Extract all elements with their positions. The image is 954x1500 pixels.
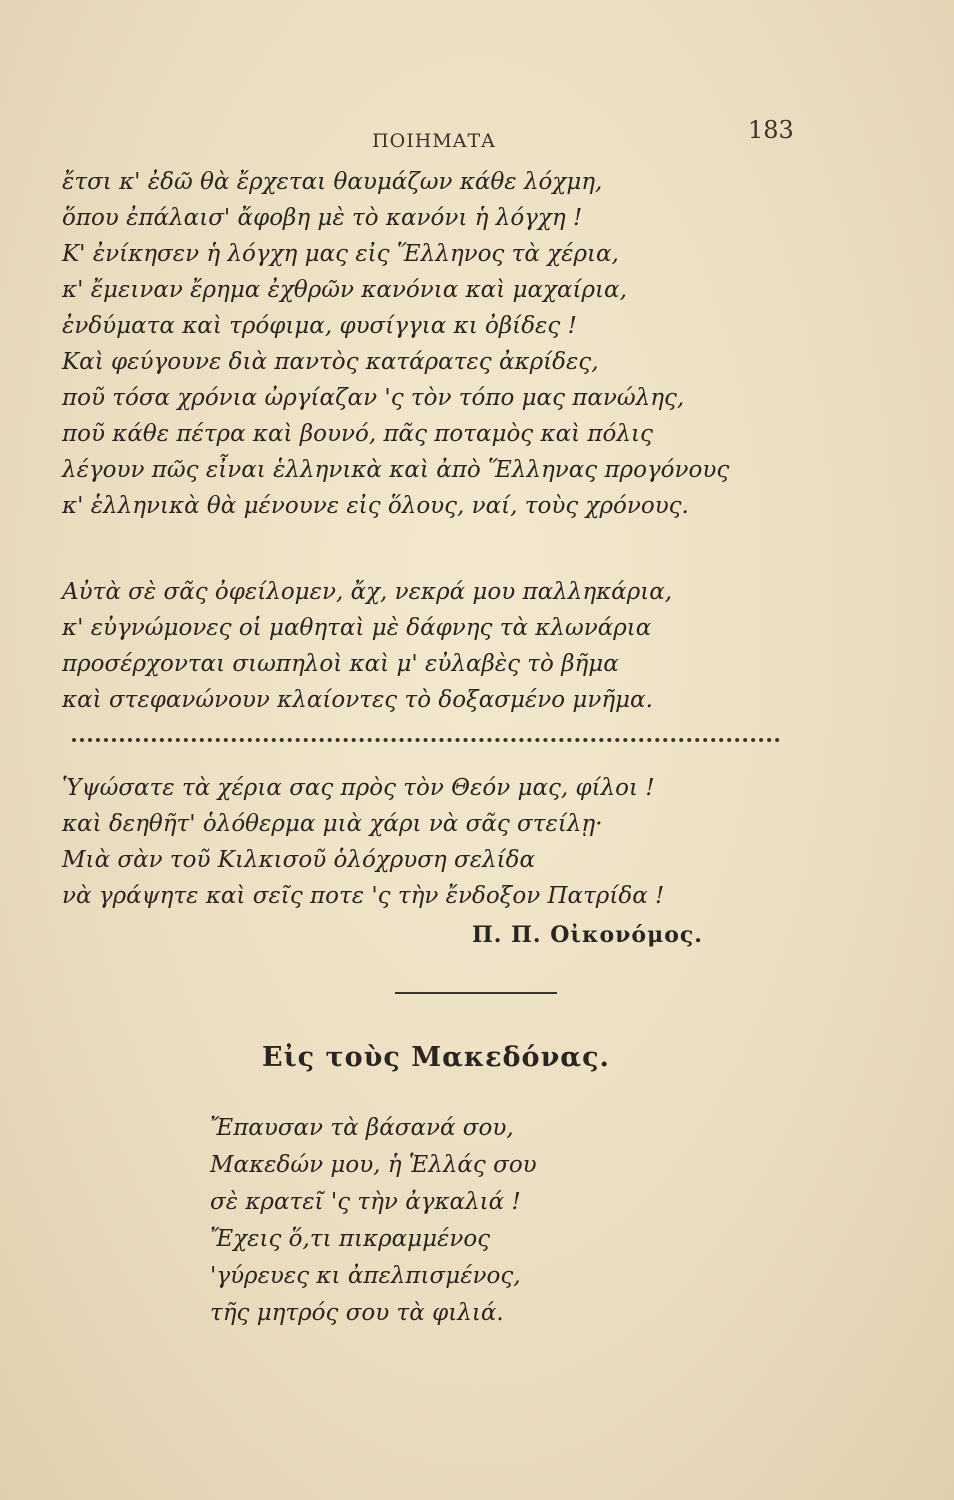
poem-line: κ' ἑλληνικὰ θὰ μένουνε εἰς ὅλους, ναί, τοὺς χρόνους. (62, 493, 689, 519)
poem-line: Μιὰ σὰν τοῦ Κιλκισοῦ ὁλόχρυση σελίδα (62, 847, 536, 873)
poem-line: καὶ δεηθῆτ' ὁλόθερμα μιὰ χάρι νὰ σᾶς στείλῃ· (62, 811, 603, 837)
poem-line: κ' ἔμειναν ἔρημα ἐχθρῶν κανόνια καὶ μαχαίρια, (62, 277, 627, 303)
poem-line: προσέρχονται σιωπηλοὶ καὶ μ' εὐλαβὲς τὸ βῆμα (62, 651, 619, 677)
section-divider (395, 992, 557, 994)
running-header: ΠΟΙΗΜΑΤΑ (372, 130, 496, 152)
poem-line: σὲ κρατεῖ 'ς τὴν ἀγκαλιά ! (210, 1189, 521, 1215)
poem-line: ἔτσι κ' ἐδῶ θὰ ἔρχεται θαυμάζων κάθε λόχμη, (62, 169, 603, 195)
poem-line: 'γύρευες κι ἀπελπισμένος, (210, 1263, 521, 1289)
poem-line: Κ' ἐνίκησεν ἡ λόγχη μας εἰς Ἕλληνος τὰ χέρια, (62, 241, 619, 267)
poem-line: νὰ γράψητε καὶ σεῖς ποτε 'ς τὴν ἔνδοξον Πατρίδα ! (62, 883, 665, 909)
poem-line: Ἔχεις ὅ,τι πικραμμένος (210, 1226, 491, 1252)
poem-line: ποῦ κάθε πέτρα καὶ βουνό, πᾶς ποταμὸς καὶ πόλις (62, 421, 653, 447)
author-signature: Π. Π. Οἰκονόμος. (472, 922, 703, 948)
dotted-separator (72, 734, 780, 742)
poem-line: ἐνδύματα καὶ τρόφιμα, φυσίγγια κι ὀβίδες ! (62, 313, 577, 339)
poem-line: Μακεδών μου, ἡ Ἑλλάς σου (210, 1152, 537, 1178)
poem-line: τῆς μητρός σου τὰ φιλιά. (210, 1300, 504, 1326)
poem-line: λέγουν πῶς εἶναι ἑλληνικὰ καὶ ἀπὸ Ἕλληνας προγόνους (62, 457, 730, 483)
poem-stanza (62, 574, 672, 718)
poem-line: Ὑψώσατε τὰ χέρια σας πρὸς τὸν Θεόν μας, φίλοι ! (62, 775, 655, 801)
poem-line: ὅπου ἐπάλαισ' ἄφοβη μὲ τὸ κανόνι ἡ λόγχη ! (62, 205, 583, 231)
poem-line: ποῦ τόσα χρόνια ὠργίαζαν 'ς τὸν τόπο μας πανώλης, (62, 385, 685, 411)
poem-line: κ' εὐγνώμονες οἱ μαθηταὶ μὲ δάφνης τὰ κλωνάρια (62, 615, 652, 641)
poem-line: καὶ στεφανώνουν κλαίοντες τὸ δοξασμένο μνῆμα. (62, 687, 653, 713)
poem-line: Καὶ φεύγουνε διὰ παντὸς κατάρατες ἀκρίδες, (62, 349, 599, 375)
poem-stanza (62, 770, 664, 914)
poem-stanza (62, 164, 729, 524)
page-number: 183 (748, 116, 794, 144)
poem-title: Εἰς τοὺς Μακεδόνας. (262, 1042, 610, 1073)
poem-stanza (210, 1110, 537, 1332)
poem-line: Ἔπαυσαν τὰ βάσανά σου, (210, 1115, 514, 1141)
poem-line: Αὐτὰ σὲ σᾶς ὀφείλομεν, ἄχ, νεκρά μου παλληκάρια, (62, 579, 673, 605)
